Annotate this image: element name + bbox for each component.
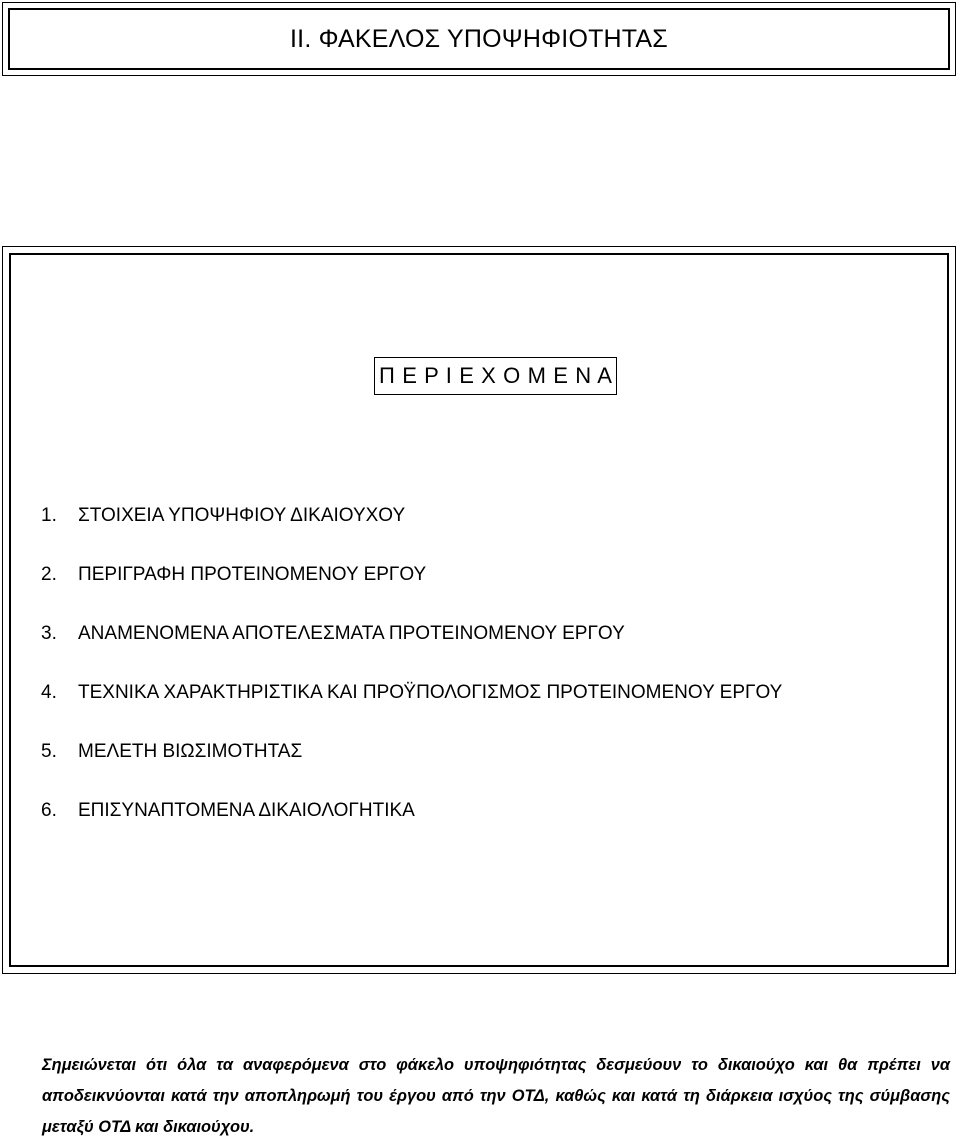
- toc-item-4: [41, 682, 782, 741]
- contents-heading: Π Ε Ρ Ι Ε Χ Ο Μ Ε Ν Α: [374, 357, 617, 395]
- toc-item-label: ΤΕΧΝΙΚΑ ΧΑΡΑΚΤΗΡΙΣΤΙΚΑ ΚΑΙ ΠΡΟΫΠΟΛΟΓΙΣΜΟΣ ΠΡΟΤΕΙΝΟΜΕΝΟΥ ΕΡΓΟΥ: [78, 682, 783, 703]
- toc-item-label: ΜΕΛΕΤΗ ΒΙΩΣΙΜΟΤΗΤΑΣ: [78, 741, 303, 762]
- toc-item-6: [41, 800, 782, 859]
- toc-item-label: ΣΤΟΙΧΕΙΑ ΥΠΟΨΗΦΙΟΥ ΔΙΚΑΙΟΥΧΟΥ: [78, 505, 406, 526]
- toc-item-label: ΕΠΙΣΥΝΑΠΤΟΜΕΝΑ ΔΙΚΑΙΟΛΟΓΗΤΙΚΑ: [78, 800, 415, 821]
- toc-item-number: 6.: [41, 800, 57, 821]
- toc-item-3: [41, 623, 782, 682]
- toc-item-label: ΠΕΡΙΓΡΑΦΗ ΠΡΟΤΕΙΝΟΜΕΝΟΥ ΕΡΓΟΥ: [78, 564, 427, 585]
- toc-item-2: [41, 564, 782, 623]
- toc-item-number: 2.: [41, 564, 57, 585]
- toc-item-number: 5.: [41, 741, 57, 762]
- title-box: [2, 2, 956, 76]
- toc-item-5: [41, 741, 782, 800]
- toc-item-number: 1.: [41, 505, 57, 526]
- title-box-inner: [8, 8, 950, 70]
- toc-item-1: [41, 505, 782, 564]
- toc-item-label: ΑΝΑΜΕΝΟΜΕΝΑ ΑΠΟΤΕΛΕΣΜΑΤΑ ΠΡΟΤΕΙΝΟΜΕΝΟΥ ΕΡΓΟΥ: [78, 623, 625, 644]
- contents-box-inner: [9, 253, 949, 967]
- toc-item-number: 4.: [41, 682, 57, 703]
- contents-box: [2, 246, 956, 974]
- table-of-contents: [41, 505, 782, 859]
- toc-item-number: 3.: [41, 623, 57, 644]
- footnote: Σημειώνεται ότι όλα τα αναφερόμενα στο φάκελο υποψηφιότητας δεσμεύουν το δικαιούχο και θα πρέπει να αποδεικνύονται κατά την αποπληρωμή του έργου από την ΟΤΔ, καθώς και κατά τη διάρκεια ισχύος της σύμβασης μεταξύ ΟΤΔ και δικαιούχου.: [42, 1056, 950, 1137]
- page-title: II. ΦΑΚΕΛΟΣ ΥΠΟΨΗΦΙΟΤΗΤΑΣ: [290, 24, 668, 53]
